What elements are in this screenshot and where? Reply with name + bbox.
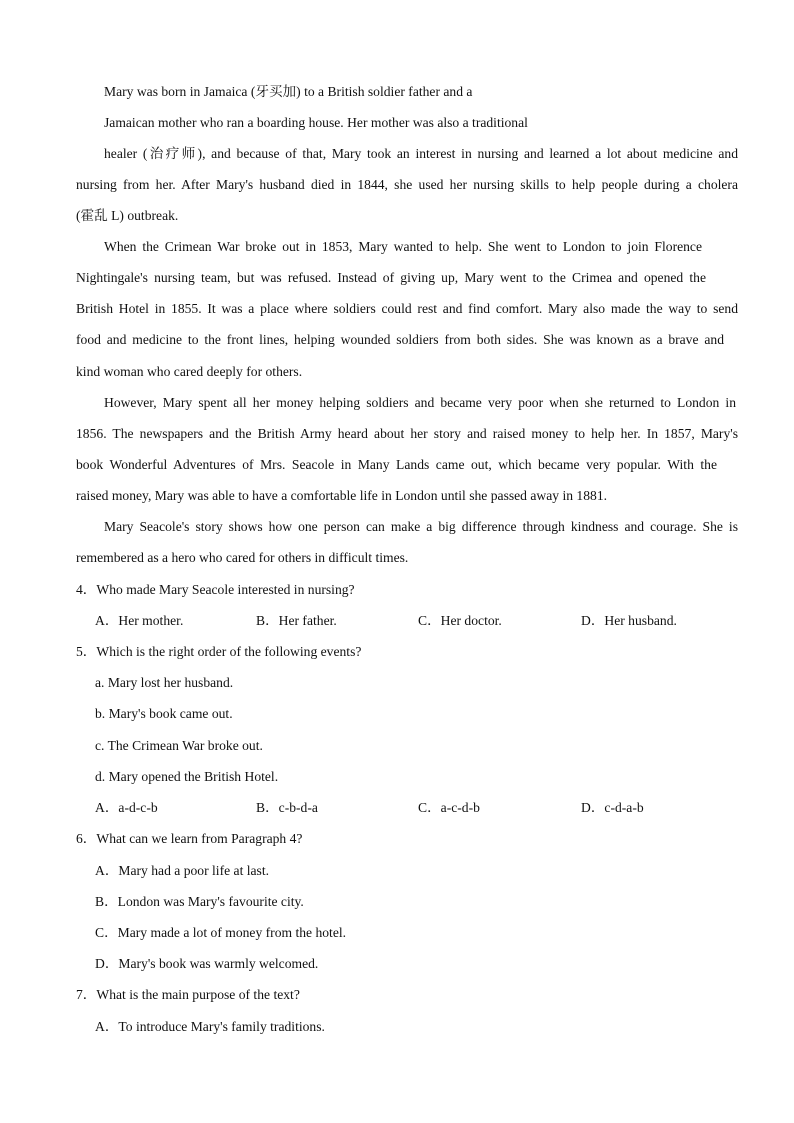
question-5-option-c[interactable]: C．a-c-d-b [418,800,480,815]
passage-p1-line-3: healer (治疗师), and because of that, Mary took an interest in nursing and learned a lot about medicine and [104,146,738,161]
question-5-event-a: a. Mary lost her husband. [95,675,234,690]
question-6-option-a[interactable]: A．Mary had a poor life at last. [95,863,270,878]
passage-p3-line-3: book Wonderful Adventures of Mrs. Seacole in Many Lands came out, which became very popular. With the [76,457,717,472]
passage-p1-line-5: (霍乱 L) outbreak. [76,208,179,223]
question-5-option-d[interactable]: D．c-d-a-b [581,800,644,815]
question-7-option-a[interactable]: A．To introduce Mary's family traditions. [95,1019,325,1034]
passage-p1-line-2: Jamaican mother who ran a boarding house. Her mother was also a traditional [104,115,528,130]
passage-p2-line-1: When the Crimean War broke out in 1853, Mary wanted to help. She went to London to join Florence [104,239,702,254]
question-7-stem: 7．What is the main purpose of the text? [76,987,300,1002]
passage-p3-line-2: 1856. The newspapers and the British Army heard about her story and raised money to help her. In 1857, Mary's [76,426,738,441]
question-4-option-a[interactable]: A．Her mother. [95,613,184,628]
question-4-option-d[interactable]: D．Her husband. [581,613,677,628]
passage-p1-line-4: nursing from her. After Mary's husband died in 1844, she used her nursing skills to help people during a cholera [76,177,738,192]
question-6-option-b[interactable]: B．London was Mary's favourite city. [95,894,304,909]
passage-p3-line-4: raised money, Mary was able to have a comfortable life in London until she passed away in 1881. [76,488,608,503]
question-5-option-b[interactable]: B．c-b-d-a [256,800,318,815]
question-5-stem: 5．Which is the right order of the following events? [76,644,362,659]
passage-p1-line-1: Mary was born in Jamaica (牙买加) to a British soldier father and a [104,84,473,99]
question-6-stem: 6．What can we learn from Paragraph 4? [76,831,303,846]
question-4-option-b[interactable]: B．Her father. [256,613,337,628]
question-4-stem: 4．Who made Mary Seacole interested in nursing? [76,582,355,597]
question-4-option-c[interactable]: C．Her doctor. [418,613,502,628]
question-5-event-b: b. Mary's book came out. [95,706,233,721]
passage-p4-line-2: remembered as a hero who cared for others in difficult times. [76,550,409,565]
passage-p2-line-3: British Hotel in 1855. It was a place where soldiers could rest and find comfort. Mary also made the way to send [76,301,738,316]
passage-p3-line-1: However, Mary spent all her money helping soldiers and became very poor when she returned to London in [104,395,736,410]
question-6-option-d[interactable]: D．Mary's book was warmly welcomed. [95,956,319,971]
passage-p2-line-5: kind woman who cared deeply for others. [76,364,303,379]
question-5-option-a[interactable]: A．a-d-c-b [95,800,158,815]
passage-p2-line-2: Nightingale's nursing team, but was refused. Instead of giving up, Mary went to the Crimea and opened the [76,270,706,285]
question-5-event-c: c. The Crimean War broke out. [95,738,263,753]
question-6-option-c[interactable]: C．Mary made a lot of money from the hotel. [95,925,347,940]
question-5-event-d: d. Mary opened the British Hotel. [95,769,279,784]
passage-p4-line-1: Mary Seacole's story shows how one person can make a big difference through kindness and courage. She is [104,519,738,534]
passage-p2-line-4: food and medicine to the front lines, helping wounded soldiers from both sides. She was known as a brave and [76,332,724,347]
